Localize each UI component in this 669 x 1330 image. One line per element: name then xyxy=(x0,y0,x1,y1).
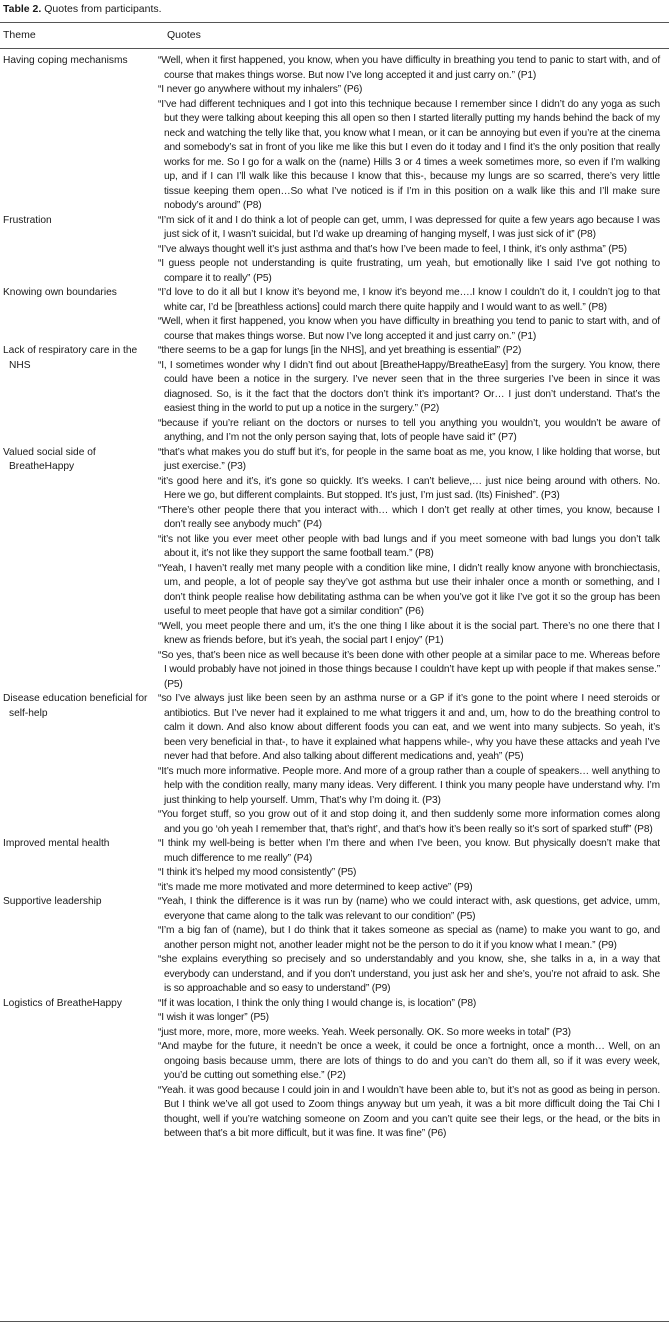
quote: “So yes, that’s been nice as well because it’s been done with other people at a similar pace to me. Whereas before I would probably have not joined in those things because I couldn’t have kept up with people if that makes sense.” (P5) xyxy=(158,649,660,690)
quote: “it’s not like you ever meet other people with bad lungs and if you meet someone with bad lungs you don’t talk about it, it’s not like they support the same football team.” (P8) xyxy=(158,533,660,559)
quote: “I’m sick of it and I do think a lot of people can get, umm, I was depressed for quite a few years ago because I was just sick of it, I wasn’t suicidal, but I’d wake up dreaming of hanging myself, I was just sick of it” (P8) xyxy=(158,214,660,240)
quote: “Well, you meet people there and um, it’s the one thing I like about it is the social part. There’s no one there that I knew as friends before, but it’s yeah, the social part I enjoy” (P1) xyxy=(158,620,660,646)
quote: “If it was location, I think the only thing I would change is, is location” (P8) xyxy=(158,997,477,1009)
table-row xyxy=(0,446,669,693)
quote: “Well, when it first happened, you know, when you have difficulty in breathing you tend to panic to start with, and of course that makes things worse. But now I’ve long accepted it and just carry on.” (P1) xyxy=(158,55,660,81)
quote: “Yeah, I haven’t really met many people with a condition like mine, I didn’t really know anyone with bronchiectasis, um, and people, a lot of people say they’ve got asthma but use their inhaler once a month or something, and I don’t think people realise how debilitating asthma can be when you’ve got it like I’ve got it so the group has been useful to meet people that have got a similar condition” (P6) xyxy=(158,562,660,617)
quote: “that’s what makes you do stuff but it’s, for people in the same boat as me, you know, I like holding that worse, but just exercise.” (P3) xyxy=(158,446,660,472)
table-row xyxy=(0,286,669,344)
theme-cell: Frustration xyxy=(3,214,52,226)
table-row xyxy=(0,54,669,214)
quote: “I think my well-being is better when I’m there and when I’ve been, you know. But physically doesn’t make that much difference to me really” (P4) xyxy=(158,838,660,864)
table-row xyxy=(0,214,669,287)
header-rule xyxy=(0,48,669,49)
quote: “I’ve always thought well it’s just asthma and that’s how I’ve been made to feel, I think, it’s only asthma” (P5) xyxy=(158,243,627,255)
quote: “there seems to be a gap for lungs [in the NHS], and yet breathing is essential” (P2) xyxy=(158,345,522,356)
quotes-cell xyxy=(158,692,660,837)
table-number: Table 2. xyxy=(3,3,42,15)
quotes-cell xyxy=(158,446,660,693)
theme-cell: Knowing own boundaries xyxy=(3,287,117,298)
quotes-cell xyxy=(158,344,660,446)
theme-cell: Improved mental health xyxy=(3,838,110,849)
quote: “I never go anywhere without my inhalers” (P6) xyxy=(158,84,363,95)
quote: “she explains everything so precisely and so understandably and you know, she, she talks in a, in a way that everybody can understand, and if you don’t understand, you just ask her and she’s, you’re not afraid to ask. She is so approachable and so easy to understand” (P9) xyxy=(158,954,660,994)
header-theme: Theme xyxy=(3,29,36,41)
quotes-cell xyxy=(158,286,660,344)
quote: “Well, when it first happened, you know when you have difficulty in breathing you tend to panic to start with, and of course that makes things worse. But now I’ve long accepted it and just carry on.” (P1) xyxy=(158,316,660,342)
quote: “it’s made me more motivated and more determined to keep active” (P9) xyxy=(158,881,473,893)
table-row xyxy=(0,344,669,446)
quote: “I guess people not understanding is quite frustrating, um yeah, but emotionally like I said I’ve got nothing to compare it to really” (P5) xyxy=(158,258,660,284)
table-row xyxy=(0,895,669,997)
table-body xyxy=(0,54,669,1142)
quote: “I’m a big fan of (name), but I do think that it takes someone as special as (name) to make you want to go, and another person might not, another leader might not be the person to do it if you know what I mean.” (P9) xyxy=(158,925,660,951)
quotes-cell xyxy=(158,895,660,997)
quote: “I think it’s helped my mood consistently” (P5) xyxy=(158,867,357,878)
top-rule xyxy=(0,22,669,23)
quote: “Yeah, I think the difference is it was run by (name) who we could interact with, ask questions, get advice, umm, everyone that came along to the talk was relevant to our condition” (P5) xyxy=(158,896,660,922)
quote: “And maybe for the future, it needn’t be once a week, it could be once a fortnight, once a month… Well, on an ongoing basis because umm, there are lots of things to do and you can’t do them all, so if it was every week, you’d be cutting out something else.” (P2) xyxy=(158,1041,660,1081)
table-row xyxy=(0,997,669,1142)
quote: “There’s other people there that you interact with… which I don’t get really at other times, you know, because I don’t really see anybody much” (P4) xyxy=(158,504,660,530)
theme-cell: Valued social side of BreatheHappy xyxy=(3,446,96,472)
theme-cell: Disease education beneficial for self-help xyxy=(3,693,148,719)
quotes-cell xyxy=(158,997,660,1142)
theme-cell: Lack of respiratory care in the NHS xyxy=(3,345,138,371)
bottom-rule xyxy=(0,1321,669,1322)
table-title: Quotes from participants. xyxy=(44,3,162,15)
quote: “so I’ve always just like been seen by an asthma nurse or a GP if it’s gone to the point where I need steroids or antibiotics. But I’ve never had it explained to me what triggers it and and, um, how to do the breathing control to calm it down. And also know about different foods you can eat, and we went into many subjects. So yeah, it’s been very beneficial in that-, to have it explained what happens while-, why you have these attacks and yeah I’ve never had that before. And also talking about different medications and, yeah” (P5) xyxy=(158,693,660,762)
quotes-cell xyxy=(158,837,660,895)
quotes-cell xyxy=(158,214,660,287)
quote: “I’ve had different techniques and I got into this technique because I remember since I didn’t do any yoga as such but they were talking about keeping this all open so then I started literally putting my hands behind the back of my neck and watching the telly like that, you know what I mean, or it can be annoying but even if you’re at the cinema and somebody’s sat in front of you like me like this but I even do it today and I find it’s the only position that really works for me. So I go for a walk on the (name) Hills 3 or 4 times a week sometimes more, so even if I’m walking up, and if I can I’ll walk like this because I know that this-, because my lungs are so scarred, there’s very little tissue keeping them open…So what I’ve noticed is if I’m in this position on a walk like this and I’ll make sure nobody’s around” (P8) xyxy=(158,98,660,211)
quote: “Yeah. it was good because I could join in and I wouldn’t have been able to, but it’s not as good as being in person. But I think we’ve all got used to Zoom things anyway but um yeah, it was a bit more difficult doing the Tai Chi I thought, well if you’re watching someone on Zoom and you can’t quite see their legs, or the head, or the bits in between that’s a bit more difficult, but it was fine. It was fine” (P6) xyxy=(158,1084,660,1139)
quote: “I, I sometimes wonder why I didn’t find out about [BreatheHappy/BreatheEasy] from the surgery. You know, there could have been a notice in the surgery. I’ve never seen that in the three surgeries I’ve been in since it was diagnosed. So, is it the fact that the doctors don’t think it’s important? Or… I just don’t understand. That’s the easiest thing in the world to put up a notice in the surgery.” (P2) xyxy=(158,359,660,414)
table-caption xyxy=(3,3,162,15)
table-row xyxy=(0,692,669,837)
quote: “I wish it was longer” (P5) xyxy=(158,1012,269,1023)
header-quotes: Quotes xyxy=(167,29,201,41)
theme-cell: Logistics of BreatheHappy xyxy=(3,997,122,1009)
quote: “because if you’re reliant on the doctors or nurses to tell you anything you wouldn’t, you wouldn’t be aware of anything, and I’m not the only person saying that, lots of people have said it” (P7) xyxy=(158,417,660,443)
table-row xyxy=(0,837,669,895)
theme-cell: Having coping mechanisms xyxy=(3,55,128,66)
quote: “just more, more, more, more weeks. Yeah. Week personally. OK. So more weeks in total” (P3) xyxy=(158,1026,571,1038)
quote: “I’d love to do it all but I know it’s beyond me, I know it’s beyond me….I know I couldn’t do it, I couldn’t jog to that white car, I’d be [breathless actions] could march there quite happily and I would want to as well.” (P8) xyxy=(158,287,660,313)
quote: “You forget stuff, so you grow out of it and stop doing it, and then suddenly some more information comes along and you go ‘oh yeah I remember that, that’s right’, and that’s how it’s been really so it’s sort of sparked stuff” (P8) xyxy=(158,809,660,835)
quote: “it’s good here and it’s, it’s gone so quickly. It’s weeks. I can’t believe,… just nice being around with others. No. Here we go, but different complaints. But stopped. It’s just, I’m just sad. (Its) Finished”. (P3) xyxy=(158,475,660,501)
theme-cell: Supportive leadership xyxy=(3,896,102,907)
quote: “It’s much more informative. People more. And more of a group rather than a couple of speakers… well anything to help with the condition really, many many ideas. Very different. I think you many people have understand why. I’m just thinking to help yourself. Umm, That’s why I’m doing it. (P3) xyxy=(158,765,660,806)
quotes-cell xyxy=(158,54,660,214)
